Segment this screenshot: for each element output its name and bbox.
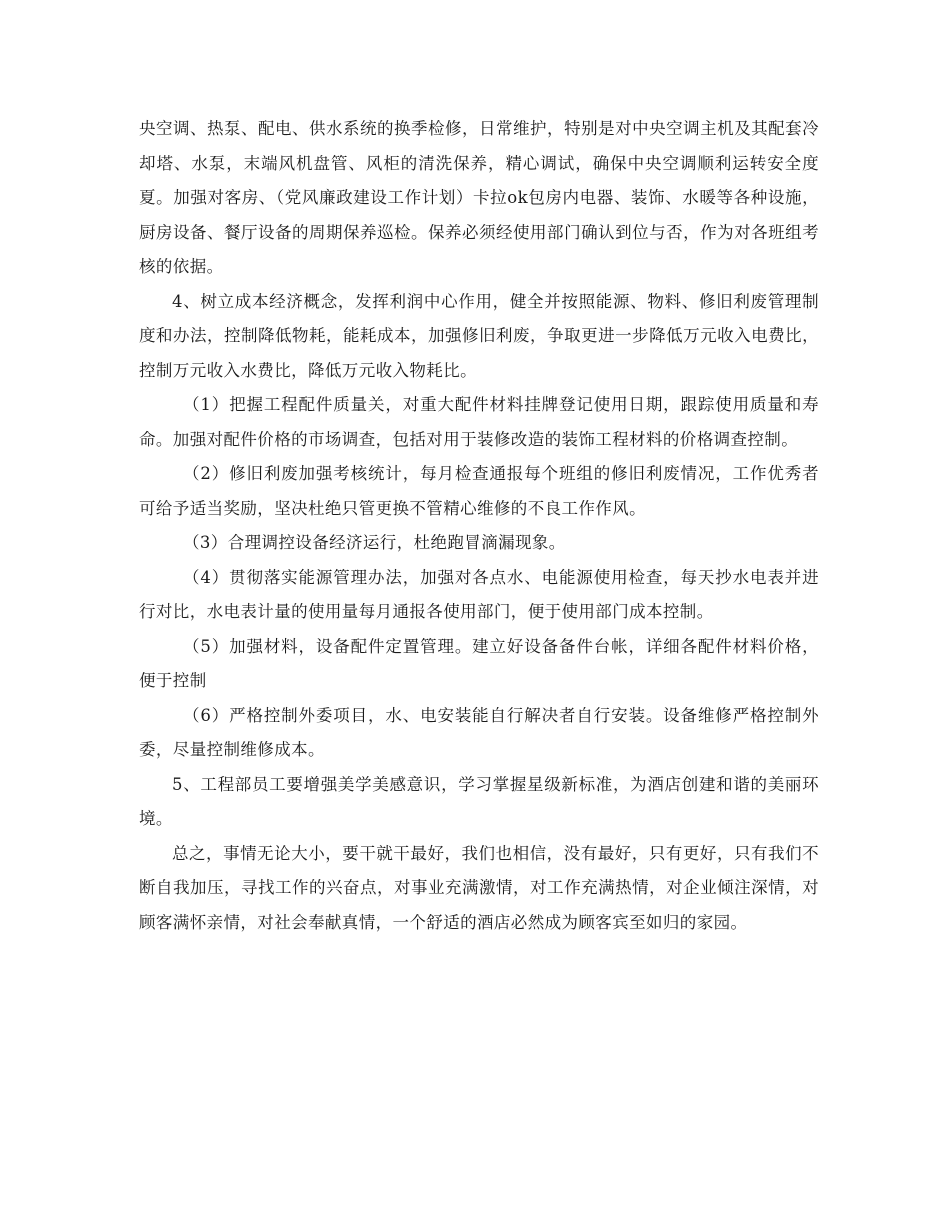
paragraph-conclusion: 总之，事情无论大小，要干就干最好，我们也相信，没有最好，只有更好，只有我们不断自我加压，寻找工作的兴奋点，对事业充满激情，对工作充满热情，对企业倾注深情，对顾客满怀亲情，对社会奉献真情，一个舒适的酒店必然成为顾客宾至如归的家园。: [139, 843, 819, 932]
paragraph-item-4: 4、树立成本经济概念，发挥利润中心作用，健全并按照能源、物料、修旧利废管理制度和办法，控制降低物耗，能耗成本，加强修旧利废，争取更进一步降低万元收入电费比，控制万元收入水费比，降低万元收入物耗比。: [139, 291, 819, 380]
paragraph-subitem-1: （1）把握工程配件质量关，对重大配件材料挂牌登记使用日期，跟踪使用质量和寿命。加强对配件价格的市场调查，包括对用于装修改造的装饰工程材料的价格调查控制。: [139, 395, 819, 449]
paragraph-subitem-5: （5）加强材料，设备配件定置管理。建立好设备备件台帐，详细各配件材料价格，便于控制: [139, 636, 819, 690]
document-page: [139, 112, 819, 940]
paragraph-subitem-4: （4）贯彻落实能源管理办法，加强对各点水、电能源使用检查，每天抄水电表并进行对比，水电表计量的使用量每月通报各使用部门，便于使用部门成本控制。: [139, 567, 819, 621]
paragraph-item-5: 5、工程部员工要增强美学美感意识，学习掌握星级新标准，为酒店创建和谐的美丽环境。: [139, 774, 819, 828]
paragraph-subitem-2: （2）修旧利废加强考核统计，每月检查通报每个班组的修旧利废情况，工作优秀者可给予适当奖励，坚决杜绝只管更换不管精心维修的不良工作作风。: [139, 464, 819, 518]
paragraph-subitem-3: （3）合理调控设备经济运行，杜绝跑冒滴漏现象。: [183, 533, 566, 552]
paragraph-continuation: 央空调、热泵、配电、供水系统的换季检修，日常维护，特别是对中央空调主机及其配套冷却塔、水泵，末端风机盘管、风柜的清洗保养，精心调试，确保中央空调顺利运转安全度夏。加强对客房、（党风廉政建设工作计划）卡拉ok包房内电器、装饰、水暖等各种设施，厨房设备、餐厅设备的周期保养巡检。保养必须经使用部门确认到位与否，作为对各班组考核的依据。: [139, 119, 819, 276]
paragraph-subitem-6: （6）严格控制外委项目，水、电安装能自行解决者自行安装。设备维修严格控制外委，尽量控制维修成本。: [139, 705, 819, 759]
